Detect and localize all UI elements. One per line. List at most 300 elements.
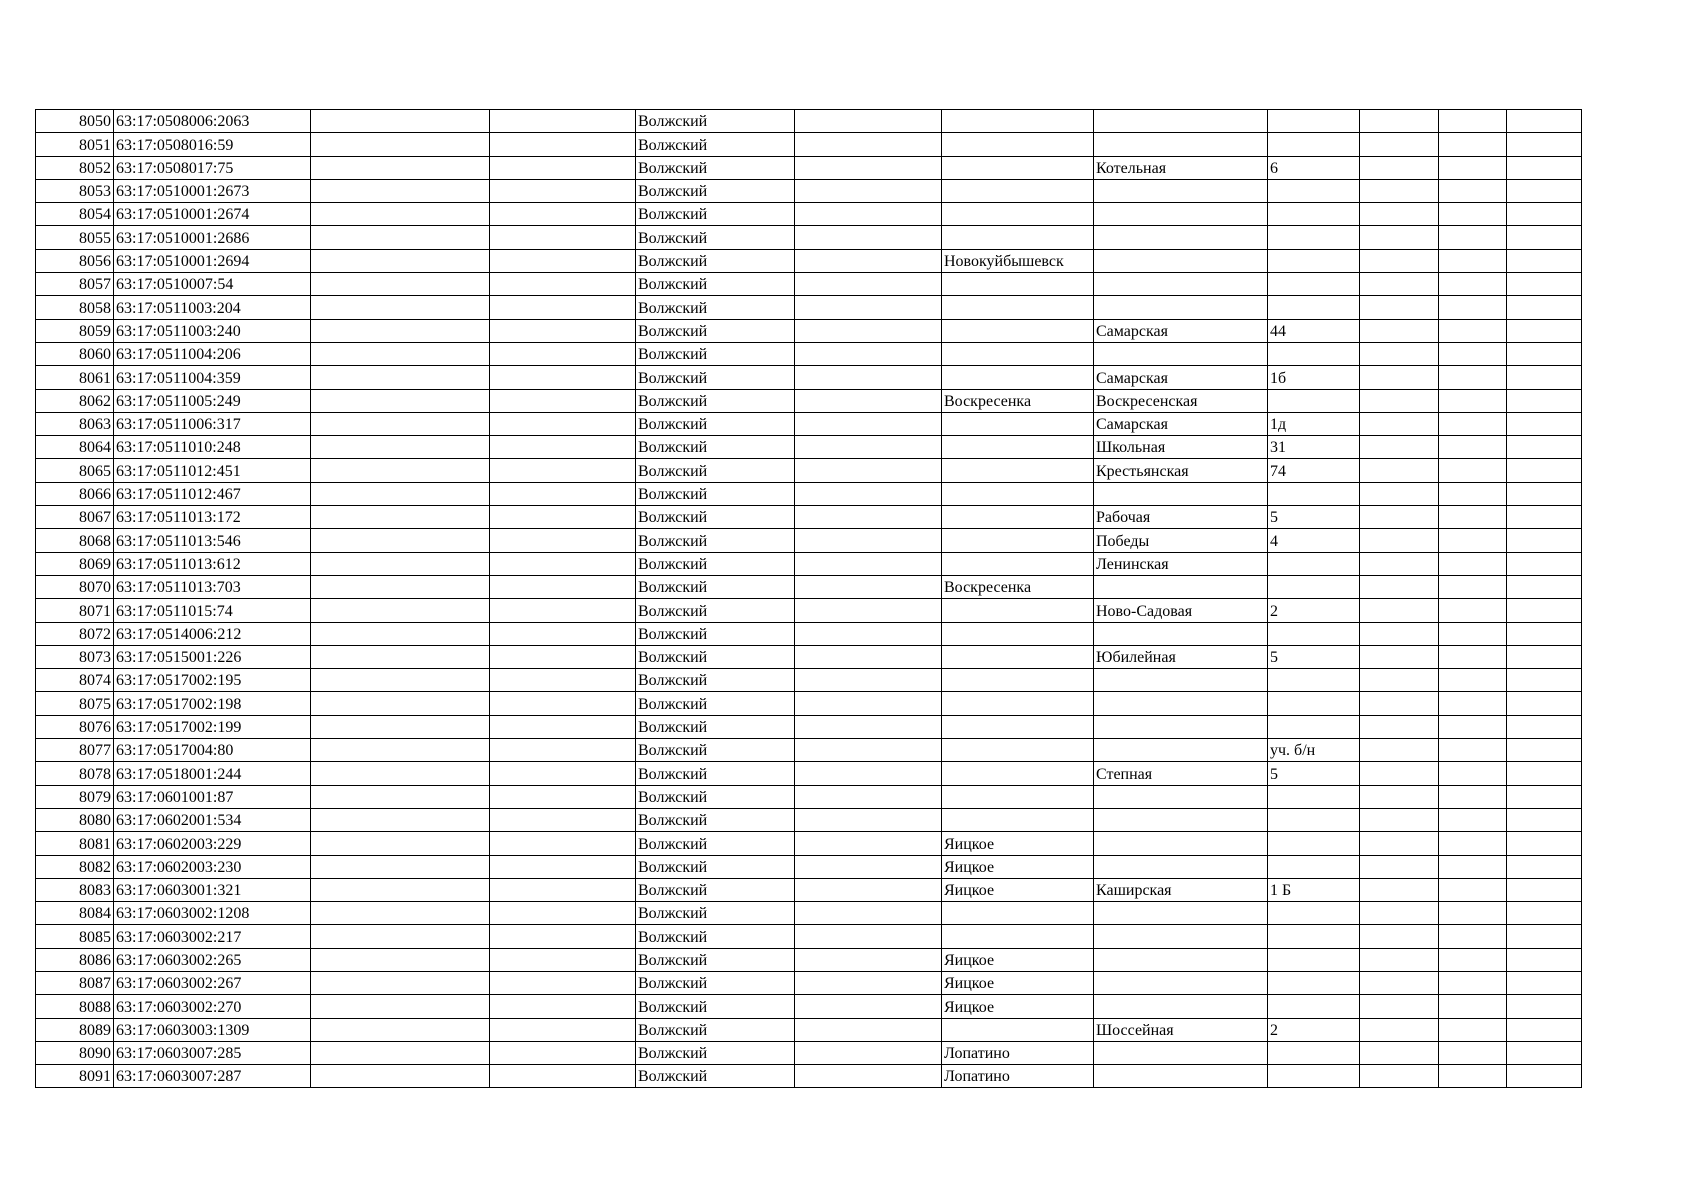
locality-cell: Яицкое [942, 971, 1094, 994]
empty-cell [311, 366, 490, 389]
empty-cell [311, 762, 490, 785]
table-row [36, 715, 1582, 738]
empty-cell [1360, 249, 1439, 272]
locality-cell [942, 739, 1094, 762]
street-cell [1094, 203, 1268, 226]
row-number-cell: 8064 [36, 436, 114, 459]
row-number-cell: 8089 [36, 1018, 114, 1041]
cadastral-number-cell: 63:17:0517002:198 [114, 692, 311, 715]
empty-cell [795, 808, 942, 831]
district-cell: Волжский [636, 855, 795, 878]
district-cell: Волжский [636, 878, 795, 901]
street-cell [1094, 785, 1268, 808]
table-row [36, 902, 1582, 925]
empty-cell [1439, 156, 1507, 179]
locality-cell [942, 179, 1094, 202]
cadastral-number-cell: 63:17:0510001:2674 [114, 203, 311, 226]
house-number-cell [1268, 808, 1360, 831]
empty-cell [795, 506, 942, 529]
empty-cell [1360, 366, 1439, 389]
empty-cell [1439, 226, 1507, 249]
district-cell: Волжский [636, 1041, 795, 1064]
empty-cell [1439, 692, 1507, 715]
house-number-cell [1268, 1041, 1360, 1064]
empty-cell [490, 342, 636, 365]
empty-cell [795, 855, 942, 878]
empty-cell [490, 482, 636, 505]
empty-cell [1507, 971, 1582, 994]
locality-cell [942, 226, 1094, 249]
street-cell [1094, 110, 1268, 133]
cadastral-number-cell: 63:17:0510001:2686 [114, 226, 311, 249]
empty-cell [490, 529, 636, 552]
row-number-cell: 8063 [36, 412, 114, 435]
empty-cell [490, 971, 636, 994]
empty-cell [1507, 925, 1582, 948]
empty-cell [1360, 599, 1439, 622]
empty-cell [311, 296, 490, 319]
cadastral-number-cell: 63:17:0510001:2694 [114, 249, 311, 272]
empty-cell [1439, 436, 1507, 459]
table-row [36, 179, 1582, 202]
empty-cell [795, 319, 942, 342]
cadastral-number-cell: 63:17:0603002:267 [114, 971, 311, 994]
empty-cell [490, 902, 636, 925]
empty-cell [1439, 506, 1507, 529]
table-row [36, 203, 1582, 226]
cadastral-number-cell: 63:17:0511015:74 [114, 599, 311, 622]
table-row [36, 226, 1582, 249]
row-number-cell: 8061 [36, 366, 114, 389]
district-cell: Волжский [636, 529, 795, 552]
cadastral-number-cell: 63:17:0603001:321 [114, 878, 311, 901]
empty-cell [795, 832, 942, 855]
table-row [36, 762, 1582, 785]
empty-cell [1439, 482, 1507, 505]
empty-cell [1360, 203, 1439, 226]
district-cell: Волжский [636, 319, 795, 342]
empty-cell [311, 599, 490, 622]
empty-cell [1360, 855, 1439, 878]
cadastral-number-cell: 63:17:0603002:270 [114, 995, 311, 1018]
empty-cell [1360, 575, 1439, 598]
empty-cell [1507, 179, 1582, 202]
table-row [36, 249, 1582, 272]
empty-cell [1439, 366, 1507, 389]
empty-cell [1439, 552, 1507, 575]
empty-cell [795, 389, 942, 412]
empty-cell [1439, 273, 1507, 296]
street-cell [1094, 482, 1268, 505]
empty-cell [1360, 669, 1439, 692]
locality-cell [942, 342, 1094, 365]
table-row [36, 995, 1582, 1018]
street-cell [1094, 249, 1268, 272]
cadastral-number-cell: 63:17:0511006:317 [114, 412, 311, 435]
empty-cell [1439, 971, 1507, 994]
district-cell: Волжский [636, 669, 795, 692]
street-cell [1094, 808, 1268, 831]
row-number-cell: 8075 [36, 692, 114, 715]
empty-cell [1439, 249, 1507, 272]
empty-cell [1507, 482, 1582, 505]
locality-cell [942, 1018, 1094, 1041]
empty-cell [1439, 319, 1507, 342]
empty-cell [490, 249, 636, 272]
street-cell: Самарская [1094, 319, 1268, 342]
empty-cell [311, 506, 490, 529]
house-number-cell [1268, 179, 1360, 202]
house-number-cell: 74 [1268, 459, 1360, 482]
street-cell [1094, 1065, 1268, 1088]
house-number-cell [1268, 203, 1360, 226]
empty-cell [311, 855, 490, 878]
empty-cell [490, 412, 636, 435]
empty-cell [311, 1041, 490, 1064]
empty-cell [795, 110, 942, 133]
locality-cell [942, 203, 1094, 226]
row-number-cell: 8055 [36, 226, 114, 249]
empty-cell [1360, 319, 1439, 342]
empty-cell [1439, 832, 1507, 855]
empty-cell [1507, 832, 1582, 855]
empty-cell [311, 808, 490, 831]
house-number-cell [1268, 622, 1360, 645]
empty-cell [1360, 482, 1439, 505]
locality-cell [942, 459, 1094, 482]
row-number-cell: 8084 [36, 902, 114, 925]
street-cell [1094, 1041, 1268, 1064]
empty-cell [795, 669, 942, 692]
table-body [36, 110, 1582, 1088]
table-row [36, 273, 1582, 296]
district-cell: Волжский [636, 715, 795, 738]
empty-cell [1439, 948, 1507, 971]
table-row [36, 785, 1582, 808]
empty-cell [1360, 925, 1439, 948]
street-cell: Школьная [1094, 436, 1268, 459]
district-cell: Волжский [636, 1018, 795, 1041]
house-number-cell [1268, 971, 1360, 994]
row-number-cell: 8053 [36, 179, 114, 202]
house-number-cell: уч. б/н [1268, 739, 1360, 762]
empty-cell [311, 273, 490, 296]
row-number-cell: 8088 [36, 995, 114, 1018]
district-cell: Волжский [636, 902, 795, 925]
row-number-cell: 8059 [36, 319, 114, 342]
street-cell: Юбилейная [1094, 645, 1268, 668]
empty-cell [490, 832, 636, 855]
district-cell: Волжский [636, 645, 795, 668]
house-number-cell: 5 [1268, 762, 1360, 785]
empty-cell [311, 133, 490, 156]
district-cell: Волжский [636, 342, 795, 365]
empty-cell [490, 995, 636, 1018]
empty-cell [311, 552, 490, 575]
empty-cell [1360, 412, 1439, 435]
cadastral-number-cell: 63:17:0511003:240 [114, 319, 311, 342]
empty-cell [311, 1018, 490, 1041]
district-cell: Волжский [636, 203, 795, 226]
empty-cell [1507, 273, 1582, 296]
empty-cell [490, 203, 636, 226]
table-row [36, 808, 1582, 831]
empty-cell [490, 878, 636, 901]
street-cell [1094, 948, 1268, 971]
table-row [36, 575, 1582, 598]
house-number-cell [1268, 715, 1360, 738]
district-cell: Волжский [636, 925, 795, 948]
empty-cell [1507, 1018, 1582, 1041]
district-cell: Волжский [636, 110, 795, 133]
district-cell: Волжский [636, 273, 795, 296]
district-cell: Волжский [636, 226, 795, 249]
row-number-cell: 8091 [36, 1065, 114, 1088]
house-number-cell [1268, 925, 1360, 948]
house-number-cell: 1д [1268, 412, 1360, 435]
empty-cell [311, 482, 490, 505]
empty-cell [795, 133, 942, 156]
empty-cell [1507, 319, 1582, 342]
district-cell: Волжский [636, 1065, 795, 1088]
row-number-cell: 8077 [36, 739, 114, 762]
row-number-cell: 8082 [36, 855, 114, 878]
house-number-cell: 1 Б [1268, 878, 1360, 901]
street-cell: Самарская [1094, 366, 1268, 389]
empty-cell [1507, 878, 1582, 901]
empty-cell [1439, 203, 1507, 226]
empty-cell [795, 762, 942, 785]
empty-cell [795, 273, 942, 296]
table-row [36, 133, 1582, 156]
empty-cell [1507, 785, 1582, 808]
house-number-cell: 31 [1268, 436, 1360, 459]
house-number-cell: 4 [1268, 529, 1360, 552]
empty-cell [490, 319, 636, 342]
empty-cell [1507, 669, 1582, 692]
empty-cell [1507, 1041, 1582, 1064]
empty-cell [311, 948, 490, 971]
house-number-cell [1268, 1065, 1360, 1088]
empty-cell [490, 785, 636, 808]
street-cell [1094, 971, 1268, 994]
empty-cell [490, 855, 636, 878]
empty-cell [1360, 622, 1439, 645]
table-row [36, 319, 1582, 342]
empty-cell [795, 1065, 942, 1088]
empty-cell [490, 715, 636, 738]
table-row [36, 878, 1582, 901]
empty-cell [311, 925, 490, 948]
locality-cell [942, 296, 1094, 319]
district-cell: Волжский [636, 622, 795, 645]
empty-cell [1439, 855, 1507, 878]
cadastral-number-cell: 63:17:0511013:172 [114, 506, 311, 529]
empty-cell [490, 948, 636, 971]
table-row [36, 622, 1582, 645]
district-cell: Волжский [636, 971, 795, 994]
empty-cell [795, 366, 942, 389]
empty-cell [1507, 296, 1582, 319]
district-cell: Волжский [636, 808, 795, 831]
table-row [36, 1065, 1582, 1088]
empty-cell [490, 1018, 636, 1041]
empty-cell [1360, 179, 1439, 202]
cadastral-number-cell: 63:17:0518001:244 [114, 762, 311, 785]
empty-cell [1507, 389, 1582, 412]
row-number-cell: 8066 [36, 482, 114, 505]
cadastral-number-cell: 63:17:0602001:534 [114, 808, 311, 831]
row-number-cell: 8083 [36, 878, 114, 901]
empty-cell [1360, 1065, 1439, 1088]
locality-cell [942, 482, 1094, 505]
empty-cell [795, 739, 942, 762]
empty-cell [1439, 925, 1507, 948]
empty-cell [1360, 1041, 1439, 1064]
locality-cell [942, 902, 1094, 925]
cadastral-number-cell: 63:17:0510007:54 [114, 273, 311, 296]
house-number-cell: 2 [1268, 599, 1360, 622]
empty-cell [795, 552, 942, 575]
street-cell: Самарская [1094, 412, 1268, 435]
district-cell: Волжский [636, 179, 795, 202]
locality-cell: Яицкое [942, 878, 1094, 901]
row-number-cell: 8057 [36, 273, 114, 296]
empty-cell [490, 669, 636, 692]
empty-cell [490, 645, 636, 668]
empty-cell [311, 389, 490, 412]
row-number-cell: 8086 [36, 948, 114, 971]
locality-cell: Воскресенка [942, 575, 1094, 598]
empty-cell [311, 692, 490, 715]
locality-cell: Лопатино [942, 1041, 1094, 1064]
table-row [36, 459, 1582, 482]
row-number-cell: 8087 [36, 971, 114, 994]
empty-cell [1360, 832, 1439, 855]
cadastral-number-cell: 63:17:0511012:467 [114, 482, 311, 505]
empty-cell [1360, 273, 1439, 296]
house-number-cell [1268, 342, 1360, 365]
table-row [36, 832, 1582, 855]
locality-cell: Лопатино [942, 1065, 1094, 1088]
cadastral-number-cell: 63:17:0514006:212 [114, 622, 311, 645]
house-number-cell: 44 [1268, 319, 1360, 342]
cadastral-number-cell: 63:17:0603002:217 [114, 925, 311, 948]
row-number-cell: 8052 [36, 156, 114, 179]
empty-cell [1507, 808, 1582, 831]
empty-cell [311, 785, 490, 808]
empty-cell [311, 902, 490, 925]
street-cell: Ленинская [1094, 552, 1268, 575]
cadastral-number-cell: 63:17:0602003:229 [114, 832, 311, 855]
cadastral-number-cell: 63:17:0508006:2063 [114, 110, 311, 133]
house-number-cell: 1б [1268, 366, 1360, 389]
empty-cell [311, 832, 490, 855]
house-number-cell [1268, 226, 1360, 249]
cadastral-number-cell: 63:17:0511012:451 [114, 459, 311, 482]
street-cell [1094, 925, 1268, 948]
house-number-cell [1268, 785, 1360, 808]
district-cell: Волжский [636, 436, 795, 459]
row-number-cell: 8056 [36, 249, 114, 272]
empty-cell [1439, 902, 1507, 925]
cadastral-number-cell: 63:17:0603002:1208 [114, 902, 311, 925]
locality-cell [942, 529, 1094, 552]
empty-cell [1360, 436, 1439, 459]
empty-cell [795, 645, 942, 668]
empty-cell [1360, 552, 1439, 575]
row-number-cell: 8072 [36, 622, 114, 645]
locality-cell: Яицкое [942, 832, 1094, 855]
table-row [36, 971, 1582, 994]
empty-cell [795, 156, 942, 179]
empty-cell [795, 715, 942, 738]
empty-cell [1439, 296, 1507, 319]
street-cell [1094, 855, 1268, 878]
street-cell: Рабочая [1094, 506, 1268, 529]
empty-cell [311, 739, 490, 762]
empty-cell [1507, 436, 1582, 459]
empty-cell [1360, 529, 1439, 552]
cadastral-number-cell: 63:17:0511013:703 [114, 575, 311, 598]
empty-cell [311, 1065, 490, 1088]
street-cell: Ново-Садовая [1094, 599, 1268, 622]
street-cell: Каширская [1094, 878, 1268, 901]
empty-cell [1360, 785, 1439, 808]
table-row [36, 948, 1582, 971]
locality-cell [942, 622, 1094, 645]
street-cell [1094, 622, 1268, 645]
locality-cell [942, 925, 1094, 948]
empty-cell [1439, 1041, 1507, 1064]
empty-cell [1507, 412, 1582, 435]
row-number-cell: 8085 [36, 925, 114, 948]
empty-cell [1360, 739, 1439, 762]
empty-cell [1507, 342, 1582, 365]
row-number-cell: 8051 [36, 133, 114, 156]
locality-cell [942, 436, 1094, 459]
cadastral-number-cell: 63:17:0511004:359 [114, 366, 311, 389]
empty-cell [795, 971, 942, 994]
house-number-cell [1268, 948, 1360, 971]
empty-cell [311, 669, 490, 692]
empty-cell [1360, 459, 1439, 482]
district-cell: Волжский [636, 482, 795, 505]
empty-cell [1507, 948, 1582, 971]
empty-cell [1360, 110, 1439, 133]
street-cell [1094, 273, 1268, 296]
empty-cell [490, 459, 636, 482]
empty-cell [1439, 669, 1507, 692]
house-number-cell: 5 [1268, 645, 1360, 668]
empty-cell [490, 436, 636, 459]
empty-cell [1507, 110, 1582, 133]
table-row [36, 156, 1582, 179]
empty-cell [311, 412, 490, 435]
district-cell: Волжский [636, 249, 795, 272]
empty-cell [490, 226, 636, 249]
district-cell: Волжский [636, 156, 795, 179]
table-row [36, 1041, 1582, 1064]
empty-cell [795, 692, 942, 715]
empty-cell [311, 249, 490, 272]
empty-cell [1439, 110, 1507, 133]
empty-cell [795, 203, 942, 226]
cadastral-number-cell: 63:17:0515001:226 [114, 645, 311, 668]
empty-cell [311, 529, 490, 552]
cadastral-number-cell: 63:17:0511013:612 [114, 552, 311, 575]
cadastral-number-cell: 63:17:0511010:248 [114, 436, 311, 459]
